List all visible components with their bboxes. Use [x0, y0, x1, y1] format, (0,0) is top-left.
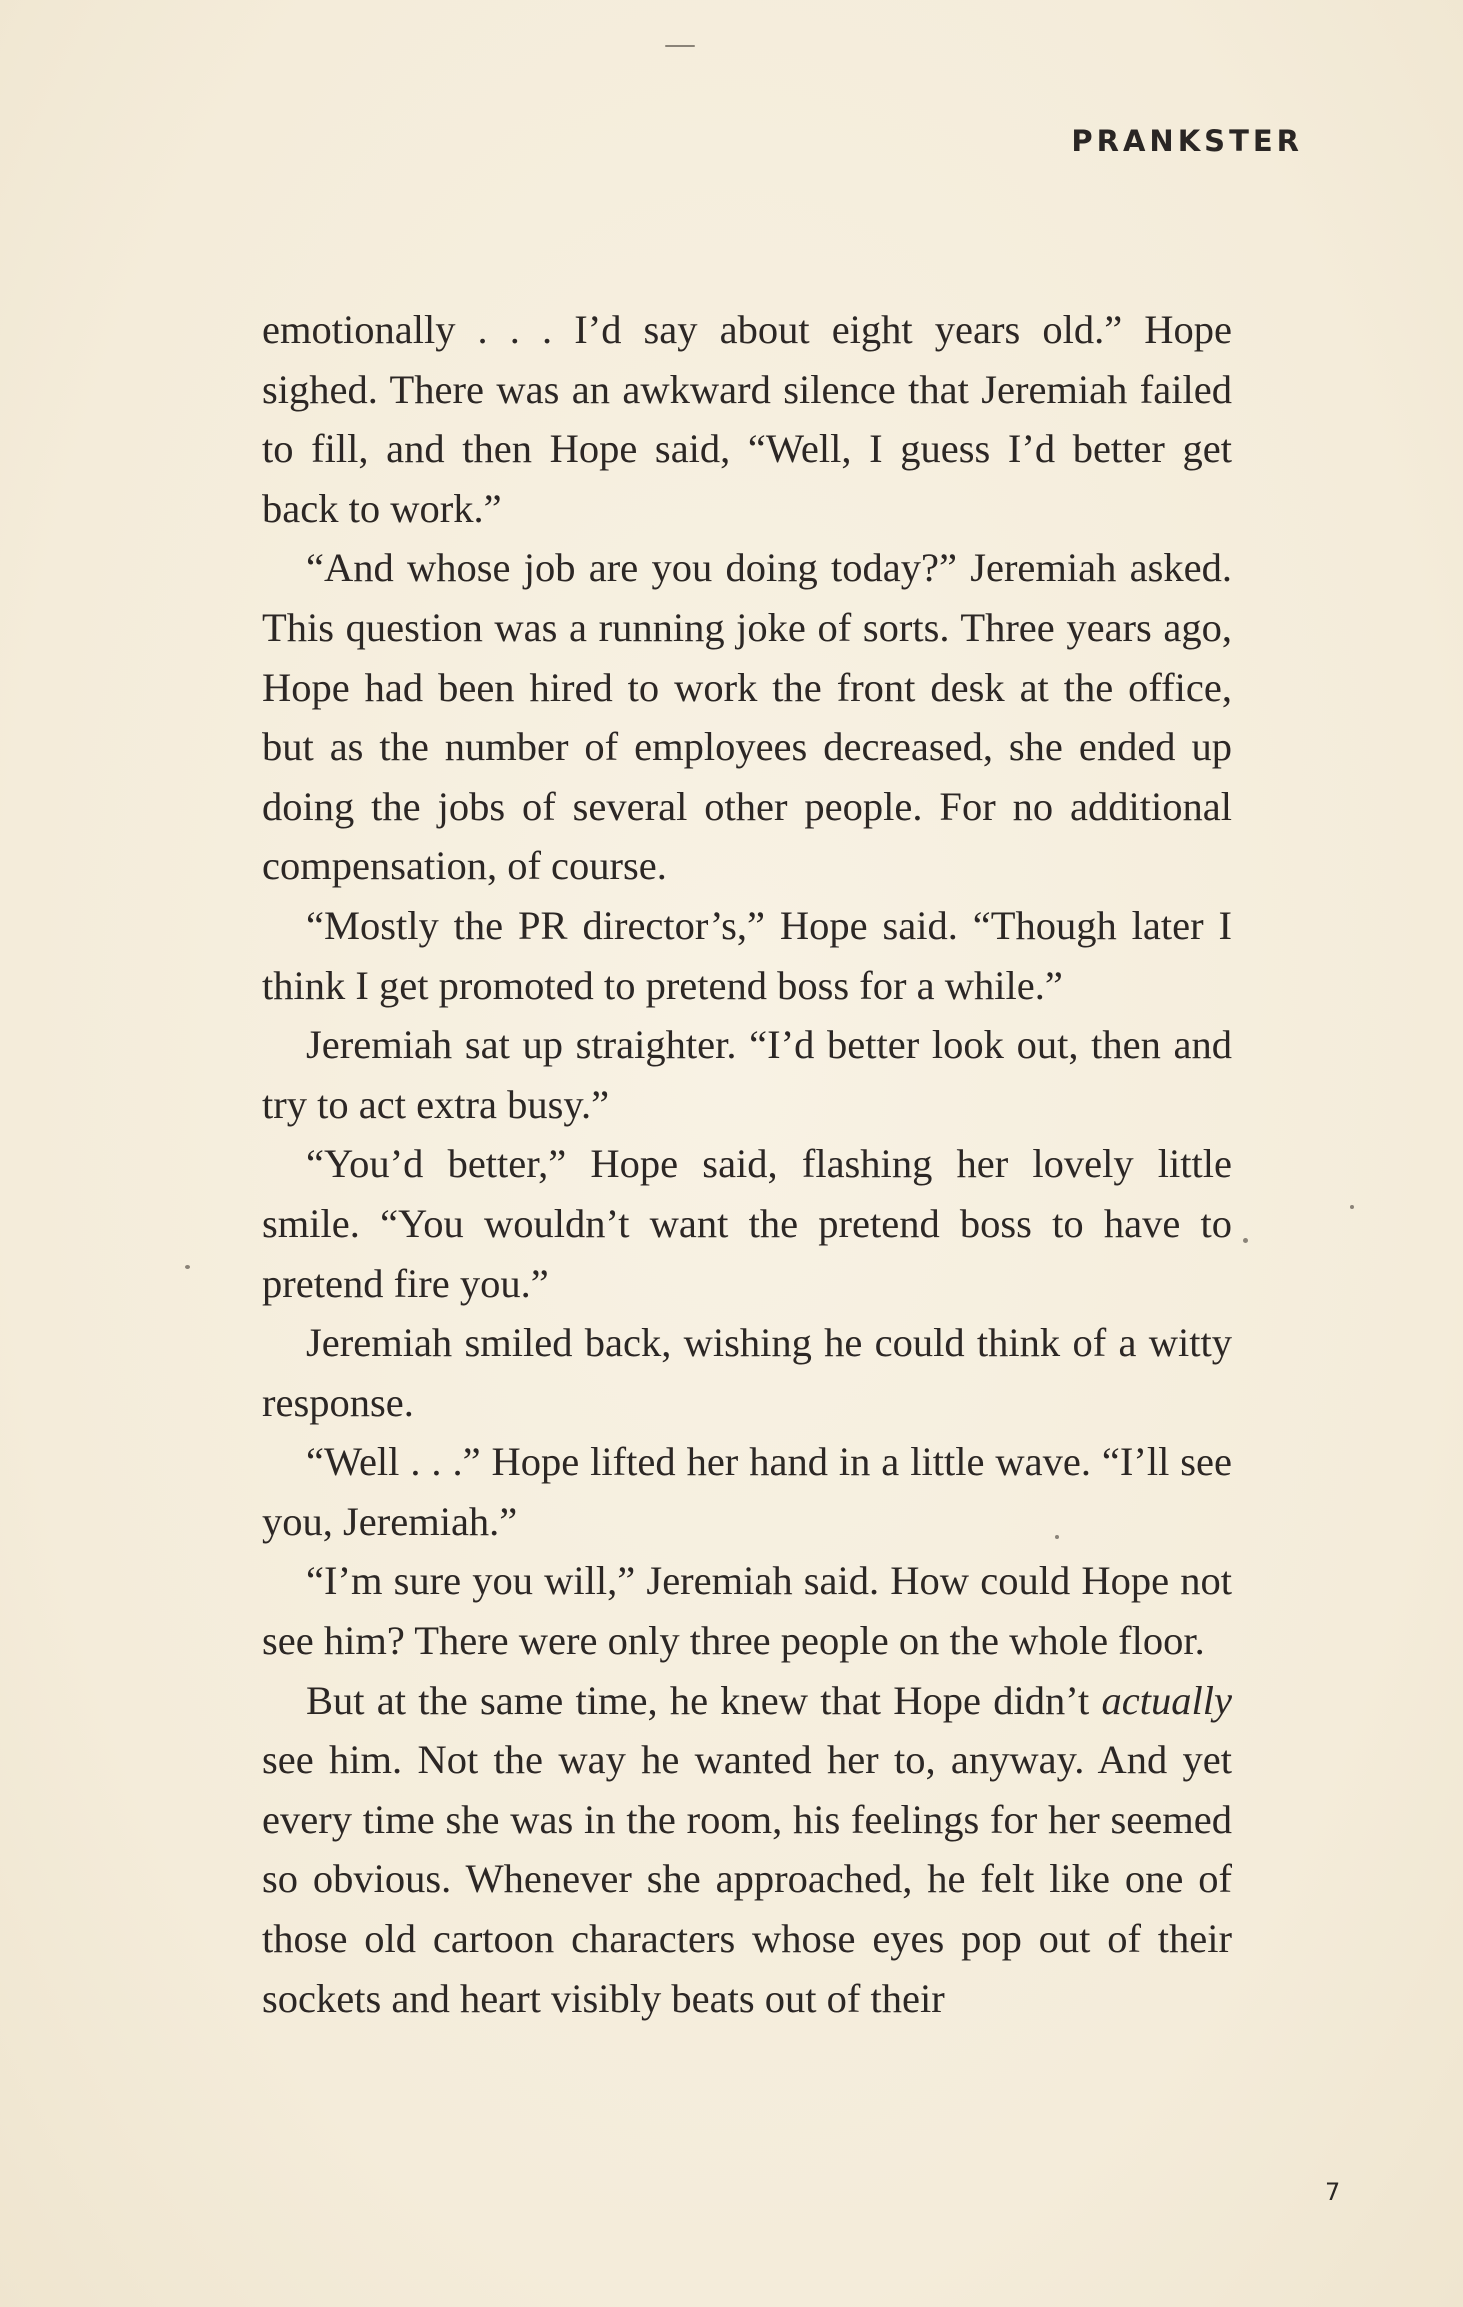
paragraph-9-emphasis: actually	[1101, 1677, 1232, 1723]
paper-speck	[185, 1265, 190, 1269]
paragraph-3: “Mostly the PR director’s,” Hope said. “Though later I think I get promoted to pretend boss for a while.”	[262, 902, 1232, 1008]
paragraph-6: Jeremiah smiled back, wishing he could think of a witty response.	[262, 1320, 1232, 1425]
paragraph-9-before: But at the same time, he knew that Hope didn’t	[306, 1677, 1102, 1723]
paragraph-4: Jeremiah sat up straighter. “I’d better look out, then and try to act extra busy.”	[262, 1022, 1232, 1127]
paragraph-9	[262, 1671, 1232, 2029]
page-number: 7	[1325, 2178, 1341, 2206]
paragraph-5: “You’d better,” Hope said, flashing her lovely little smile. “You wouldn’t want the pretend boss to have to pretend fire you.”	[262, 1141, 1232, 1306]
paper-speck	[665, 45, 695, 47]
paragraph-1: emotionally . . . I’d say about eight years old.” Hope sighed. There was an awkward silence that Jeremiah failed to fill, and then Hope said, “Well, I guess I’d better get back to work.”	[262, 307, 1232, 531]
paper-speck	[1243, 1238, 1248, 1243]
paragraph-8: “I’m sure you will,” Jeremiah said. How could Hope not see him? There were only three people on the whole floor.	[262, 1558, 1232, 1664]
paper-speck	[1350, 1205, 1354, 1209]
body-text	[262, 300, 1232, 2028]
paragraph-7: “Well . . .” Hope lifted her hand in a little wave. “I’ll see you, Jeremiah.”	[262, 1439, 1232, 1544]
paragraph-9-after: see him. Not the way he wanted her to, anyway. And yet every time she was in the room, his feelings for her seemed so obvious. Whenever she approached, he felt like one of those old cartoon characters whose eyes pop out of their sockets and heart visibly beats out of their	[262, 1737, 1232, 2021]
running-head: PRANKSTER	[1071, 124, 1303, 158]
paper-speck	[1055, 1535, 1059, 1539]
paragraph-2: “And whose job are you doing today?” Jeremiah asked. This question was a running joke of sorts. Three years ago, Hope had been hired to work the front desk at the office, but as the number of employees decreased, she ended up doing the jobs of several other people. For no additional compensation, of course.	[262, 545, 1232, 889]
